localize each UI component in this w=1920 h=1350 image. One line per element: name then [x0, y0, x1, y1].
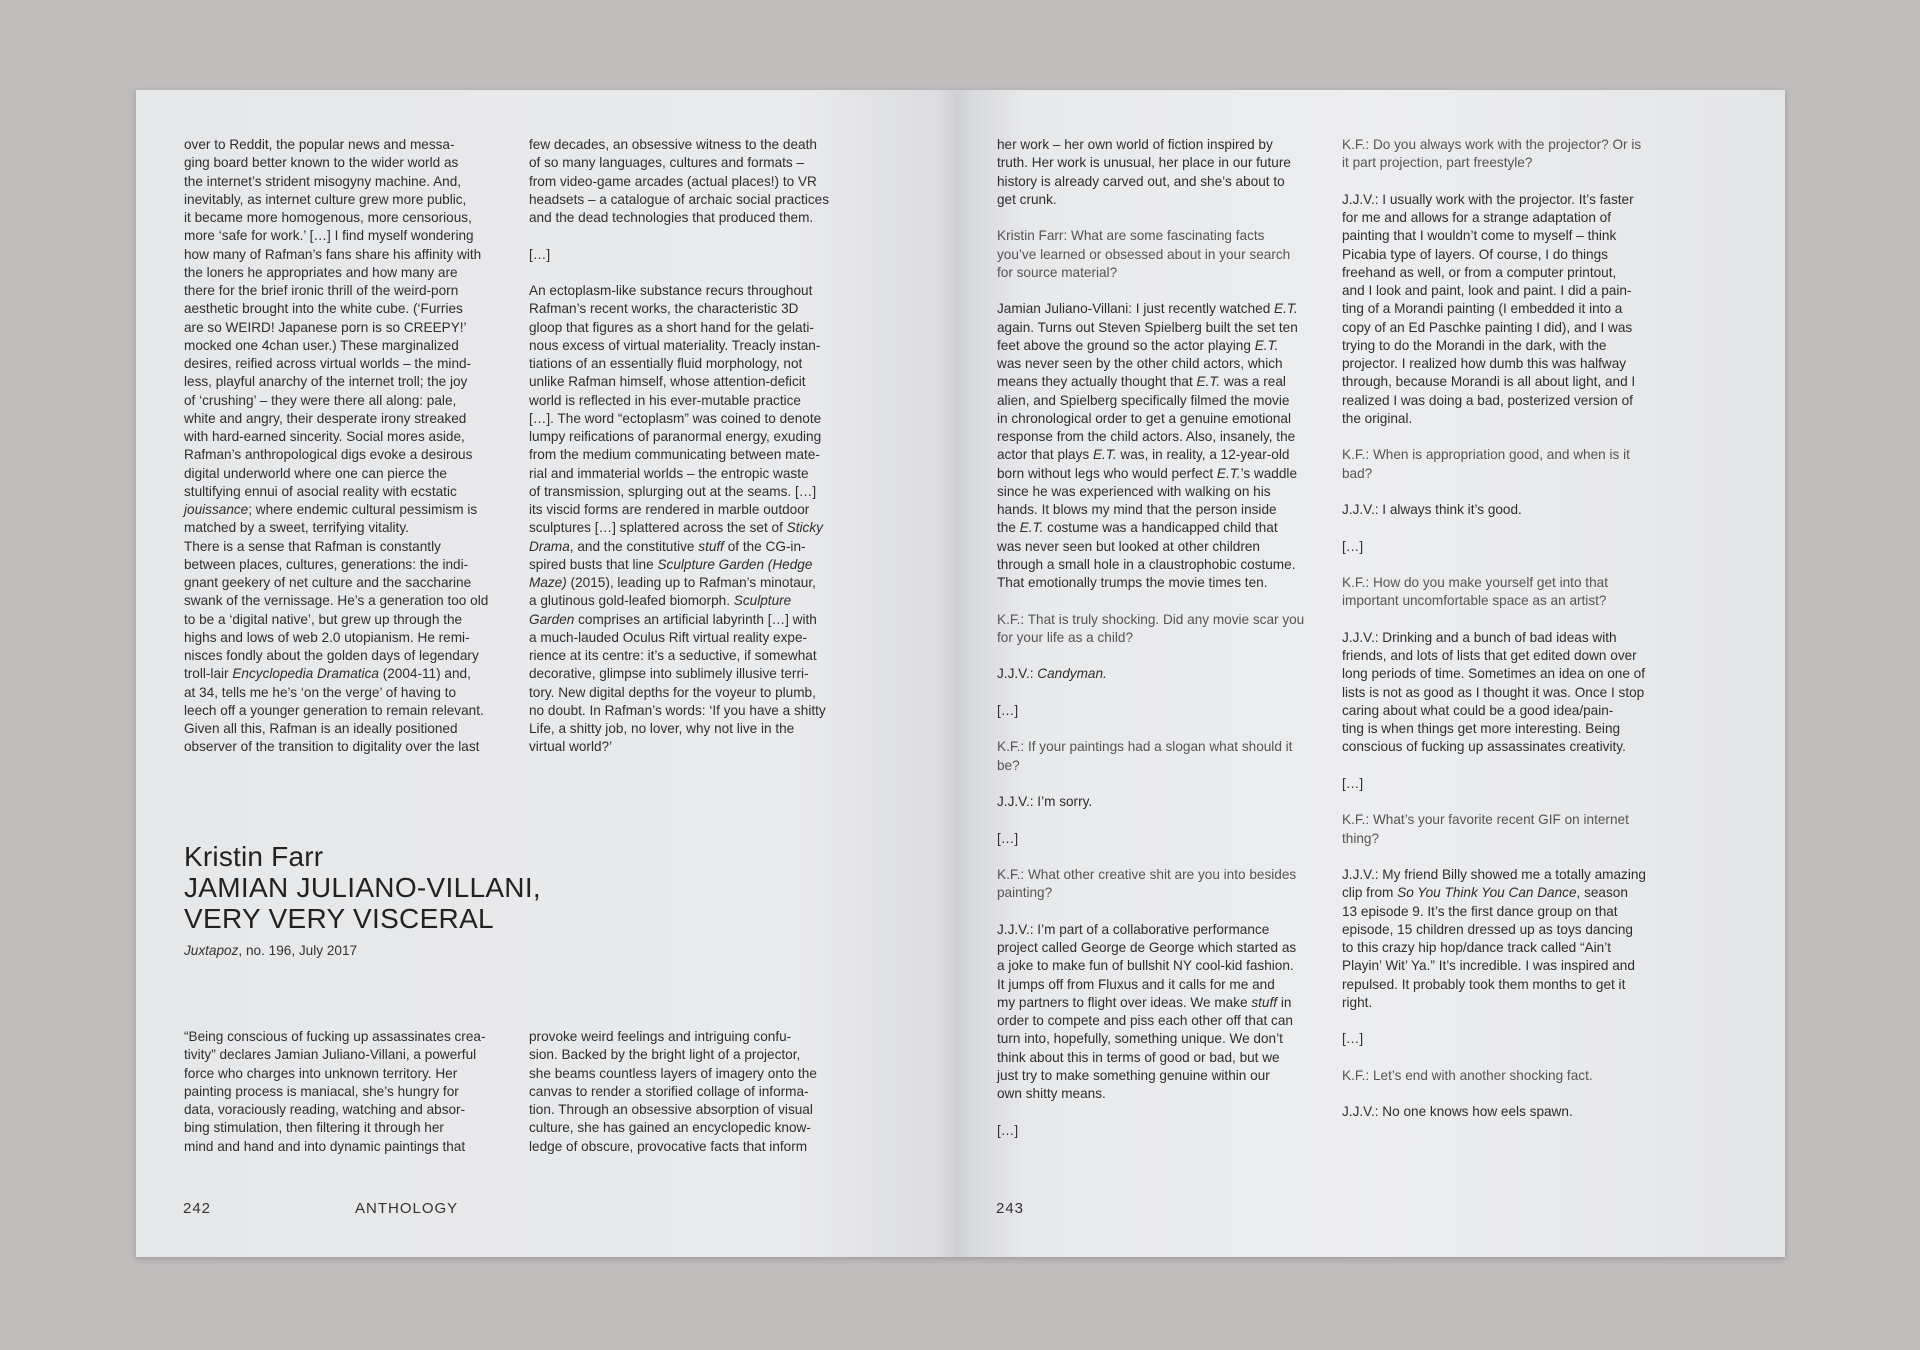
- interview-paragraph: [997, 611, 1337, 648]
- text-line: Maze) (2015), leading up to Rafman’s minotaur,: [529, 575, 816, 590]
- text-line: alien, and Spielberg specifically filmed the movie: [997, 392, 1290, 408]
- text-line: think about this in terms of good or bad, but we: [997, 1049, 1280, 1065]
- interview-paragraph: [997, 1122, 1337, 1140]
- text-line: tory. New digital depths for the voyeur to plumb,: [529, 684, 816, 700]
- text-line: That emotionally trumps the movie times ten.: [997, 575, 1268, 590]
- text-line: less, playful anarchy of the internet troll; the joy: [184, 374, 468, 390]
- text-line: K.F.: Do you always work with the projector? Or is: [1342, 137, 1642, 152]
- text-line: […]. The word “ectoplasm” was coined to denote: [529, 410, 822, 426]
- text-line: K.F.: Let’s end with another shocking fact.: [1342, 1067, 1593, 1083]
- text-line: it became more homogenous, more censorious,: [184, 210, 472, 225]
- text-line: J.J.V.: No one knows how eels spawn.: [1342, 1104, 1573, 1120]
- interview-paragraph: [1342, 574, 1682, 611]
- text-line: more ‘safe for work.’ […] I find myself wondering: [184, 228, 474, 244]
- text-line: world is reflected in his ever-mutable practice: [529, 392, 801, 408]
- text-line: my partners to flight over ideas. We make stuff in: [997, 994, 1292, 1010]
- interview-paragraph: [1342, 538, 1682, 556]
- interview-paragraph: [997, 300, 1337, 592]
- text-line: you’ve learned or obsessed about in your search: [997, 246, 1291, 262]
- text-line: from the medium communicating between mate-: [529, 447, 820, 463]
- interview-paragraph: [997, 702, 1337, 720]
- text-line: Rafman’s anthropological digs evoke a desirous: [184, 447, 473, 463]
- text-line: J.J.V.: I’m sorry.: [997, 794, 1093, 809]
- text-line: K.F.: When is appropriation good, and when is it: [1342, 447, 1630, 463]
- interview-paragraph: [1342, 1030, 1682, 1048]
- text-line: decorative, glimpse into sublimely illusive terri-: [529, 666, 809, 682]
- text-line: tion. Through an obsessive absorption of visual: [529, 1102, 813, 1117]
- text-line: history is already carved out, and she’s about to: [997, 173, 1285, 189]
- text-line: […]: [1342, 1031, 1364, 1047]
- text-line: mocked one 4chan user.) These marginalized: [184, 337, 459, 353]
- text-line: a glutinous gold-leafed biomorph. Sculpture: [529, 593, 792, 609]
- text-line: ging board better known to the wider world as: [184, 155, 459, 171]
- interview-paragraph: [1342, 191, 1682, 428]
- article-title-line-2: VERY VERY VISCERAL: [184, 903, 494, 934]
- text-line: hands. It blows my mind that the person inside: [997, 502, 1277, 517]
- text-line: K.F.: What’s your favorite recent GIF on internet: [1342, 812, 1629, 828]
- interview-paragraph: [997, 793, 1337, 811]
- text-line: provoke weird feelings and intriguing confu-: [529, 1029, 792, 1044]
- text-line: painting process is maniacal, she’s hungry for: [184, 1083, 459, 1099]
- text-line: […]: [997, 702, 1019, 718]
- text-line: no doubt. In Rafman’s words: ‘If you have a shitty: [529, 702, 826, 718]
- text-line: of so many languages, cultures and formats –: [529, 155, 805, 171]
- text-line: order to compete and piss each other off that can: [997, 1013, 1293, 1028]
- text-line: nisces fondly about the golden days of legendary: [184, 648, 479, 663]
- left-column-2-bottom-text: [529, 1028, 869, 1156]
- text-line: Picabia type of layers. Of course, I do things: [1342, 246, 1608, 262]
- text-line: sion. Backed by the bright light of a projector,: [529, 1047, 801, 1063]
- text-line: observer of the transition to digitality over the last: [184, 739, 480, 755]
- text-line: gnant geekery of net culture and the saccharine: [184, 575, 472, 590]
- interview-paragraph: [997, 921, 1337, 1104]
- source-publication: Juxtapoz: [184, 943, 239, 958]
- text-line: leech off a younger generation to remain relevant.: [184, 702, 484, 718]
- paragraph: [529, 136, 869, 227]
- text-line: J.J.V.: My friend Billy showed me a totally amazing: [1342, 867, 1646, 882]
- text-line: long periods of time. Sometimes an idea on one of: [1342, 666, 1646, 682]
- interview-paragraph: [1342, 866, 1682, 1012]
- text-line: own shitty means.: [997, 1086, 1106, 1101]
- text-line: lumpy reifications of paranormal energy, exuding: [529, 429, 822, 444]
- text-line: of transmission, splurging out at the seams. […]: [529, 483, 817, 499]
- interview-paragraph: [1342, 811, 1682, 848]
- text-line: right.: [1342, 994, 1373, 1010]
- interview-paragraph: [1342, 501, 1682, 519]
- text-line: her work – her own world of fiction inspired by: [997, 137, 1273, 152]
- interview-paragraph: [1342, 629, 1682, 757]
- book-spread: [136, 90, 1785, 1257]
- text-line: data, voraciously reading, watching and absor-: [184, 1102, 466, 1117]
- text-line: bing stimulation, then filtering it through her: [184, 1120, 444, 1136]
- text-line: the original.: [1342, 410, 1413, 426]
- text-line: just try to make something genuine within our: [997, 1067, 1270, 1083]
- text-line: few decades, an obsessive witness to the death: [529, 137, 817, 152]
- text-line: a much-lauded Oculus Rift virtual reality expe-: [529, 629, 808, 645]
- text-line: matched by a sweet, terrifying vitality.: [184, 520, 409, 536]
- text-line: get crunk.: [997, 191, 1057, 207]
- text-line: of ‘crushing’ – they were there all along: pale,: [184, 392, 457, 408]
- text-line: nous excess of virtual materiality. Treacly instan-: [529, 337, 821, 353]
- text-line: episode, 15 children dressed up as toys dancing: [1342, 921, 1633, 937]
- paragraph: [529, 282, 869, 757]
- text-line: white and angry, their desperate irony streaked: [184, 410, 467, 426]
- text-line: feet above the ground so the actor playing E.T.: [997, 337, 1279, 353]
- left-column-1-text: [184, 136, 514, 757]
- interview-paragraph: [1342, 446, 1682, 483]
- text-line: actor that plays E.T. was, in reality, a 12-year-old: [997, 447, 1290, 463]
- text-line: clip from So You Think You Can Dance, season: [1342, 885, 1628, 901]
- text-line: for me and allows for a strange adaptation of: [1342, 210, 1612, 225]
- right-page: [961, 90, 1785, 1257]
- text-line: born without legs who would perfect E.T.’s waddle: [997, 465, 1298, 481]
- text-line: gloop that figures as a short hand for the gelati-: [529, 319, 814, 335]
- text-line: Jamian Juliano-Villani: I just recently watched E.T.: [997, 301, 1298, 317]
- text-line: and I look and paint, look and paint. I did a pain-: [1342, 283, 1632, 298]
- text-line: stultifying ennui of asocial reality with ecstatic: [184, 483, 457, 499]
- text-line: sculptures […] splattered across the set of Sticky: [529, 520, 823, 536]
- text-line: digital underworld where one can pierce the: [184, 465, 447, 481]
- text-line: J.J.V.: I always think it’s good.: [1342, 502, 1522, 517]
- text-line: freehand as well, or from a computer printout,: [1342, 264, 1617, 280]
- text-line: ting of a Morandi painting (I embedded it into a: [1342, 301, 1623, 317]
- text-line: ledge of obscure, provocative facts that inform: [529, 1138, 808, 1154]
- interview-paragraph: [1342, 775, 1682, 793]
- text-line: projector. I realized how dumb this was halfway: [1342, 356, 1627, 371]
- text-line: she beams countless layers of imagery onto the: [529, 1065, 817, 1081]
- text-line: copy of an Ed Paschke painting I did), and I was: [1342, 319, 1633, 335]
- interview-paragraph: [997, 830, 1337, 848]
- text-line: in chronological order to get a genuine emotional: [997, 410, 1291, 426]
- text-line: from video-game arcades (actual places!) to VR: [529, 173, 817, 189]
- text-line: realized I was doing a bad, posterized version of: [1342, 392, 1633, 408]
- text-line: its viscid forms are rendered in marble outdoor: [529, 502, 810, 517]
- text-line: painting that I wouldn’t come to myself – think: [1342, 228, 1617, 244]
- text-line: […]: [997, 830, 1019, 846]
- text-line: K.F.: That is truly shocking. Did any movie scar you: [997, 611, 1305, 627]
- text-line: spired busts that line Sculpture Garden (Hedge: [529, 556, 813, 572]
- text-line: conscious of fucking up assassinates creativity.: [1342, 739, 1626, 755]
- text-line: trying to do the Morandi in the dark, with the: [1342, 337, 1607, 353]
- left-page: [136, 90, 960, 1257]
- text-line: Rafman’s recent works, the characteristic 3D: [529, 301, 799, 317]
- left-column-1-bottom-text: [184, 1028, 514, 1156]
- text-line: force who charges into unknown territory. Her: [184, 1065, 458, 1081]
- text-line: for source material?: [997, 264, 1118, 280]
- text-line: troll-lair Encyclopedia Dramatica (2004-11) and,: [184, 666, 471, 682]
- text-line: it part projection, part freestyle?: [1342, 155, 1533, 171]
- text-line: An ectoplasm-like substance recurs throughout: [529, 283, 813, 298]
- text-line: It jumps off from Fluxus and it calls for me and: [997, 976, 1275, 992]
- text-line: the loners he appropriates and how many are: [184, 264, 458, 280]
- text-line: aesthetic brought into the white cube. (‘Furries: [184, 301, 463, 317]
- text-line: highs and lows of web 2.0 utopianism. He remi-: [184, 629, 470, 645]
- text-line: “Being conscious of fucking up assassinates crea-: [184, 1029, 486, 1044]
- text-line: a joke to make fun of bullshit NY cool-kid fashion.: [997, 958, 1294, 974]
- article-author: Kristin Farr: [184, 841, 324, 872]
- text-line: rience at its centre: it’s a seductive, if somewhat: [529, 648, 817, 663]
- page-number-right: 243: [996, 1200, 1025, 1217]
- text-line: again. Turns out Steven Spielberg built the set ten: [997, 319, 1298, 335]
- text-line: […]: [1342, 538, 1364, 554]
- article-heading: [184, 842, 684, 960]
- interview-paragraph: [1342, 136, 1682, 173]
- text-line: There is a sense that Rafman is constantly: [184, 538, 441, 554]
- text-line: painting?: [997, 885, 1053, 901]
- text-line: repulsed. It probably took them months to get it: [1342, 976, 1626, 992]
- text-line: important uncomfortable space as an artist?: [1342, 593, 1607, 609]
- text-line: friends, and lots of lists that get edited down over: [1342, 648, 1637, 663]
- text-line: to be a ‘digital native’, but grew up through the: [184, 611, 463, 627]
- text-line: with hard-earned sincerity. Social mores aside,: [184, 429, 465, 444]
- text-line: project called George de George which started as: [997, 940, 1297, 955]
- text-line: rial and immaterial worlds – the entropic waste: [529, 465, 809, 481]
- text-line: was never seen but looked at other children: [997, 538, 1260, 554]
- text-line: means they actually thought that E.T. was a real: [997, 374, 1286, 390]
- text-line: caring about what could be a good idea/pain-: [1342, 702, 1614, 718]
- text-line: inevitably, as internet culture grew more public,: [184, 191, 467, 207]
- text-line: at 34, tells me he’s ‘on the verge’ of having to: [184, 684, 457, 700]
- text-line: Garden comprises an artificial labyrinth […] with: [529, 611, 817, 627]
- text-line: there for the brief ironic thrill of the weird-porn: [184, 283, 459, 298]
- text-line: over to Reddit, the popular news and messa-: [184, 137, 455, 152]
- text-line: through, because Morandi is all about light, and I: [1342, 374, 1636, 390]
- text-line: Drama, and the constitutive stuff of the CG-in-: [529, 538, 806, 554]
- article-source: [184, 942, 684, 960]
- text-line: thing?: [1342, 830, 1380, 846]
- text-line: headsets – a catalogue of archaic social practices: [529, 191, 829, 207]
- text-line: Life, a shitty job, no lover, why not live in the: [529, 721, 795, 736]
- text-line: virtual world?’: [529, 739, 613, 755]
- text-line: ting is when things get more interesting. Being: [1342, 721, 1621, 736]
- text-line: unlike Rafman himself, whose attention-deficit: [529, 374, 806, 390]
- interview-paragraph: [1342, 1067, 1682, 1085]
- text-line: jouissance; where endemic cultural pessimism is: [184, 502, 478, 517]
- text-line: and the dead technologies that produced them.: [529, 210, 814, 225]
- text-line: through a small hole in a claustrophobic costume.: [997, 556, 1296, 572]
- text-line: tivity” declares Jamian Juliano-Villani, a powerful: [184, 1047, 477, 1063]
- source-issue: , no. 196, July 2017: [238, 943, 358, 958]
- text-line: K.F.: What other creative shit are you into besides: [997, 867, 1297, 882]
- text-line: lists is not as good as I thought it was. Once I stop: [1342, 684, 1645, 700]
- text-line: J.J.V.: I usually work with the projector. It’s faster: [1342, 191, 1634, 207]
- text-line: was never seen by the other child actors, which: [997, 356, 1283, 371]
- text-line: how many of Rafman’s fans share his affinity with: [184, 246, 482, 262]
- text-line: […]: [1342, 775, 1364, 791]
- text-line: 13 episode 9. It’s the first dance group on that: [1342, 903, 1618, 919]
- text-line: tiations of an essentially fluid morphology, not: [529, 356, 803, 371]
- text-line: J.J.V.: Candyman.: [997, 666, 1107, 682]
- text-line: J.J.V.: I’m part of a collaborative performance: [997, 921, 1270, 937]
- text-line: for your life as a child?: [997, 629, 1134, 645]
- text-line: between places, cultures, generations: the indi-: [184, 556, 469, 572]
- page-number-left: 242: [183, 1200, 212, 1217]
- interview-paragraph: [1342, 1103, 1682, 1121]
- text-line: Playin’ Wit’ Ya.” It’s incredible. I was inspired and: [1342, 958, 1635, 974]
- text-line: canvas to render a storified collage of informa-: [529, 1083, 809, 1099]
- article-title-line-1: JAMIAN JULIANO-VILLANI,: [184, 872, 541, 903]
- right-column-2-text: [1342, 136, 1682, 1122]
- text-line: since he was experienced with walking on his: [997, 483, 1271, 499]
- interview-paragraph: [997, 738, 1337, 775]
- interview-paragraph: [997, 665, 1337, 683]
- text-line: K.F.: If your paintings had a slogan what should it: [997, 739, 1293, 755]
- text-line: desires, reified across virtual worlds – the mind-: [184, 356, 472, 371]
- interview-paragraph: [997, 136, 1337, 209]
- text-line: K.F.: How do you make yourself get into that: [1342, 575, 1608, 590]
- interview-paragraph: [997, 866, 1337, 903]
- running-head: ANTHOLOGY: [355, 1200, 459, 1217]
- text-line: Kristin Farr: What are some fascinating facts: [997, 228, 1265, 244]
- text-line: are so WEIRD! Japanese porn is so CREEPY!’: [184, 319, 467, 335]
- text-line: truth. Her work is unusual, her place in our future: [997, 155, 1291, 171]
- text-line: mind and hand and into dynamic paintings that: [184, 1138, 466, 1154]
- text-line: the E.T. costume was a handicapped child that: [997, 520, 1278, 536]
- text-line: turn into, hopefully, something unique. We don’t: [997, 1031, 1283, 1047]
- text-line: bad?: [1342, 465, 1373, 481]
- text-line: J.J.V.: Drinking and a bunch of bad ideas with: [1342, 629, 1617, 645]
- text-line: to this crazy hip hop/dance track called “Ain’t: [1342, 940, 1611, 955]
- text-line: […]: [997, 1122, 1019, 1138]
- text-line: swank of the vernissage. He’s a generation too old: [184, 593, 489, 609]
- text-line: culture, she has gained an encyclopedic know-: [529, 1120, 811, 1136]
- interview-paragraph: [997, 227, 1337, 282]
- ellipsis-marker: […]: [529, 246, 551, 262]
- text-line: Given all this, Rafman is an ideally positioned: [184, 721, 458, 736]
- text-line: the internet’s strident misogyny machine. And,: [184, 173, 462, 189]
- text-line: response from the child actors. Also, insanely, the: [997, 429, 1296, 444]
- left-column-2-text: [529, 136, 869, 757]
- right-column-1-text: [997, 136, 1337, 1140]
- text-line: be?: [997, 757, 1020, 773]
